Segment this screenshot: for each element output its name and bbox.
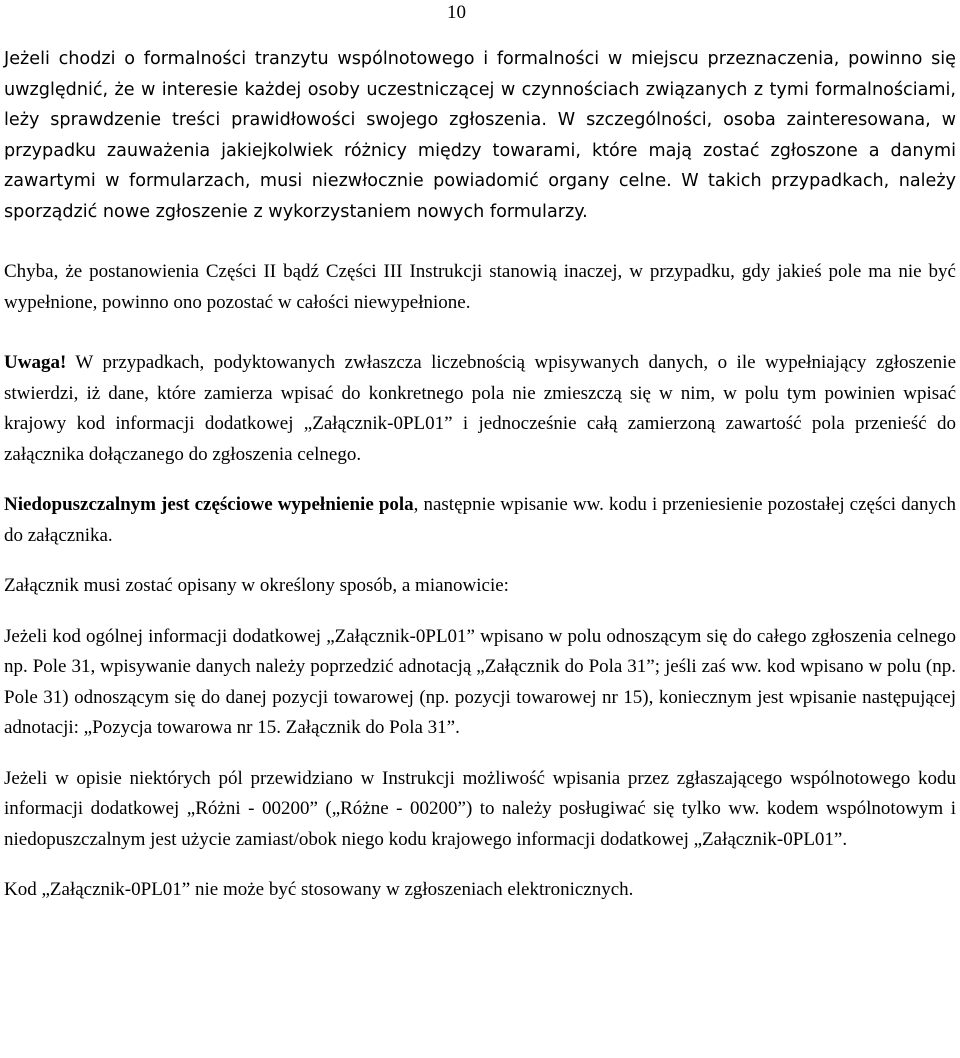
paragraph-transit-text-cont: W szczególności, osoba zainteresowana, w przypadku zauważenia jakiejkolwiek różnicy między towarami, które mają zostać zgłoszone a danymi zawartymi w formularzach, musi niezwłocznie powiadomić organy celne. W takich przypadkach, należy sporządzić nowe zgłoszenie z wykorzystaniem nowych formularzy.	[4, 110, 956, 222]
document-body	[4, 44, 956, 906]
partial-fill-text: , następnie wpisanie ww. kodu i przeniesienie pozostałej części danych do załącznika.	[4, 494, 956, 546]
paragraph-community-code: Jeżeli w opisie niektórych pól przewidziano w Instrukcji możliwość wpisania przez zgłaszającego wspólnotowego kodu informacji dodatkowej „Różni - 00200” („Różne - 00200”) to należy posługiwać się tylko ww. kodem wspólnotowym i niedopuszczalnym jest użycie zamiast/obok niego kodu krajowego informacji dodatkowej „Załącznik-0PL01”.	[4, 767, 956, 850]
paragraph-attachment-description: Załącznik musi zostać opisany w określony sposób, a mianowicie:	[4, 575, 509, 596]
paragraph-attention	[4, 348, 956, 470]
partial-fill-warning: Niedopuszczalnym jest częściowe wypełnienie pola	[4, 494, 414, 515]
paragraph-transit-text: Jeżeli chodzi o formalności tranzytu wspólnotowego i formalności w miejscu przeznaczenia, powinno się uwzględnić, że w interesie każdej osoby uczestniczącej w czynnościach związanych z tymi formalnościami, leży sprawdzenie treści prawidłowości swojego zgłoszenia.	[4, 49, 956, 130]
paragraph-unfilled-fields: Chyba, że postanowienia Części II bądź Części III Instrukcji stanowią inaczej, w przypadku, gdy jakieś pole ma nie być wypełnione, powinno ono pozostać w całości niewypełnione.	[4, 261, 956, 313]
attention-text: W przypadkach, podyktowanych zwłaszcza liczebnością wpisywanych danych, o ile wypełniający zgłoszenie stwierdzi, iż dane, które zamierza wpisać do konkretnego pola nie zmieszczą się w nim, w polu tym powinien wpisać krajowy kod informacji dodatkowej „Załącznik-0PL01” i jednocześnie całą zamierzoną zawartość pola przenieść do załącznika dołączanego do zgłoszenia celnego.	[4, 352, 956, 465]
page-number: 10	[447, 2, 466, 23]
paragraph-partial-fill	[4, 490, 956, 551]
paragraph-electronic-declarations: Kod „Załącznik-0PL01” nie może być stosowany w zgłoszeniach elektronicznych.	[4, 879, 634, 900]
paragraph-transit-formalities	[4, 44, 956, 227]
attention-label: Uwaga!	[4, 352, 67, 373]
paragraph-attachment-annotation: Jeżeli kod ogólnej informacji dodatkowej „Załącznik-0PL01” wpisano w polu odnoszącym się do całego zgłoszenia celnego np. Pole 31, wpisywanie danych należy poprzedzić adnotacją „Załącznik do Pola 31”; jeśli zaś ww. kod wpisano w polu (np. Pole 31) odnoszącym się do danej pozycji towarowej (np. pozycji towarowej nr 15), koniecznym jest wpisanie następującej adnotacji: „Pozycja towarowa nr 15. Załącznik do Pola 31”.	[4, 625, 956, 738]
